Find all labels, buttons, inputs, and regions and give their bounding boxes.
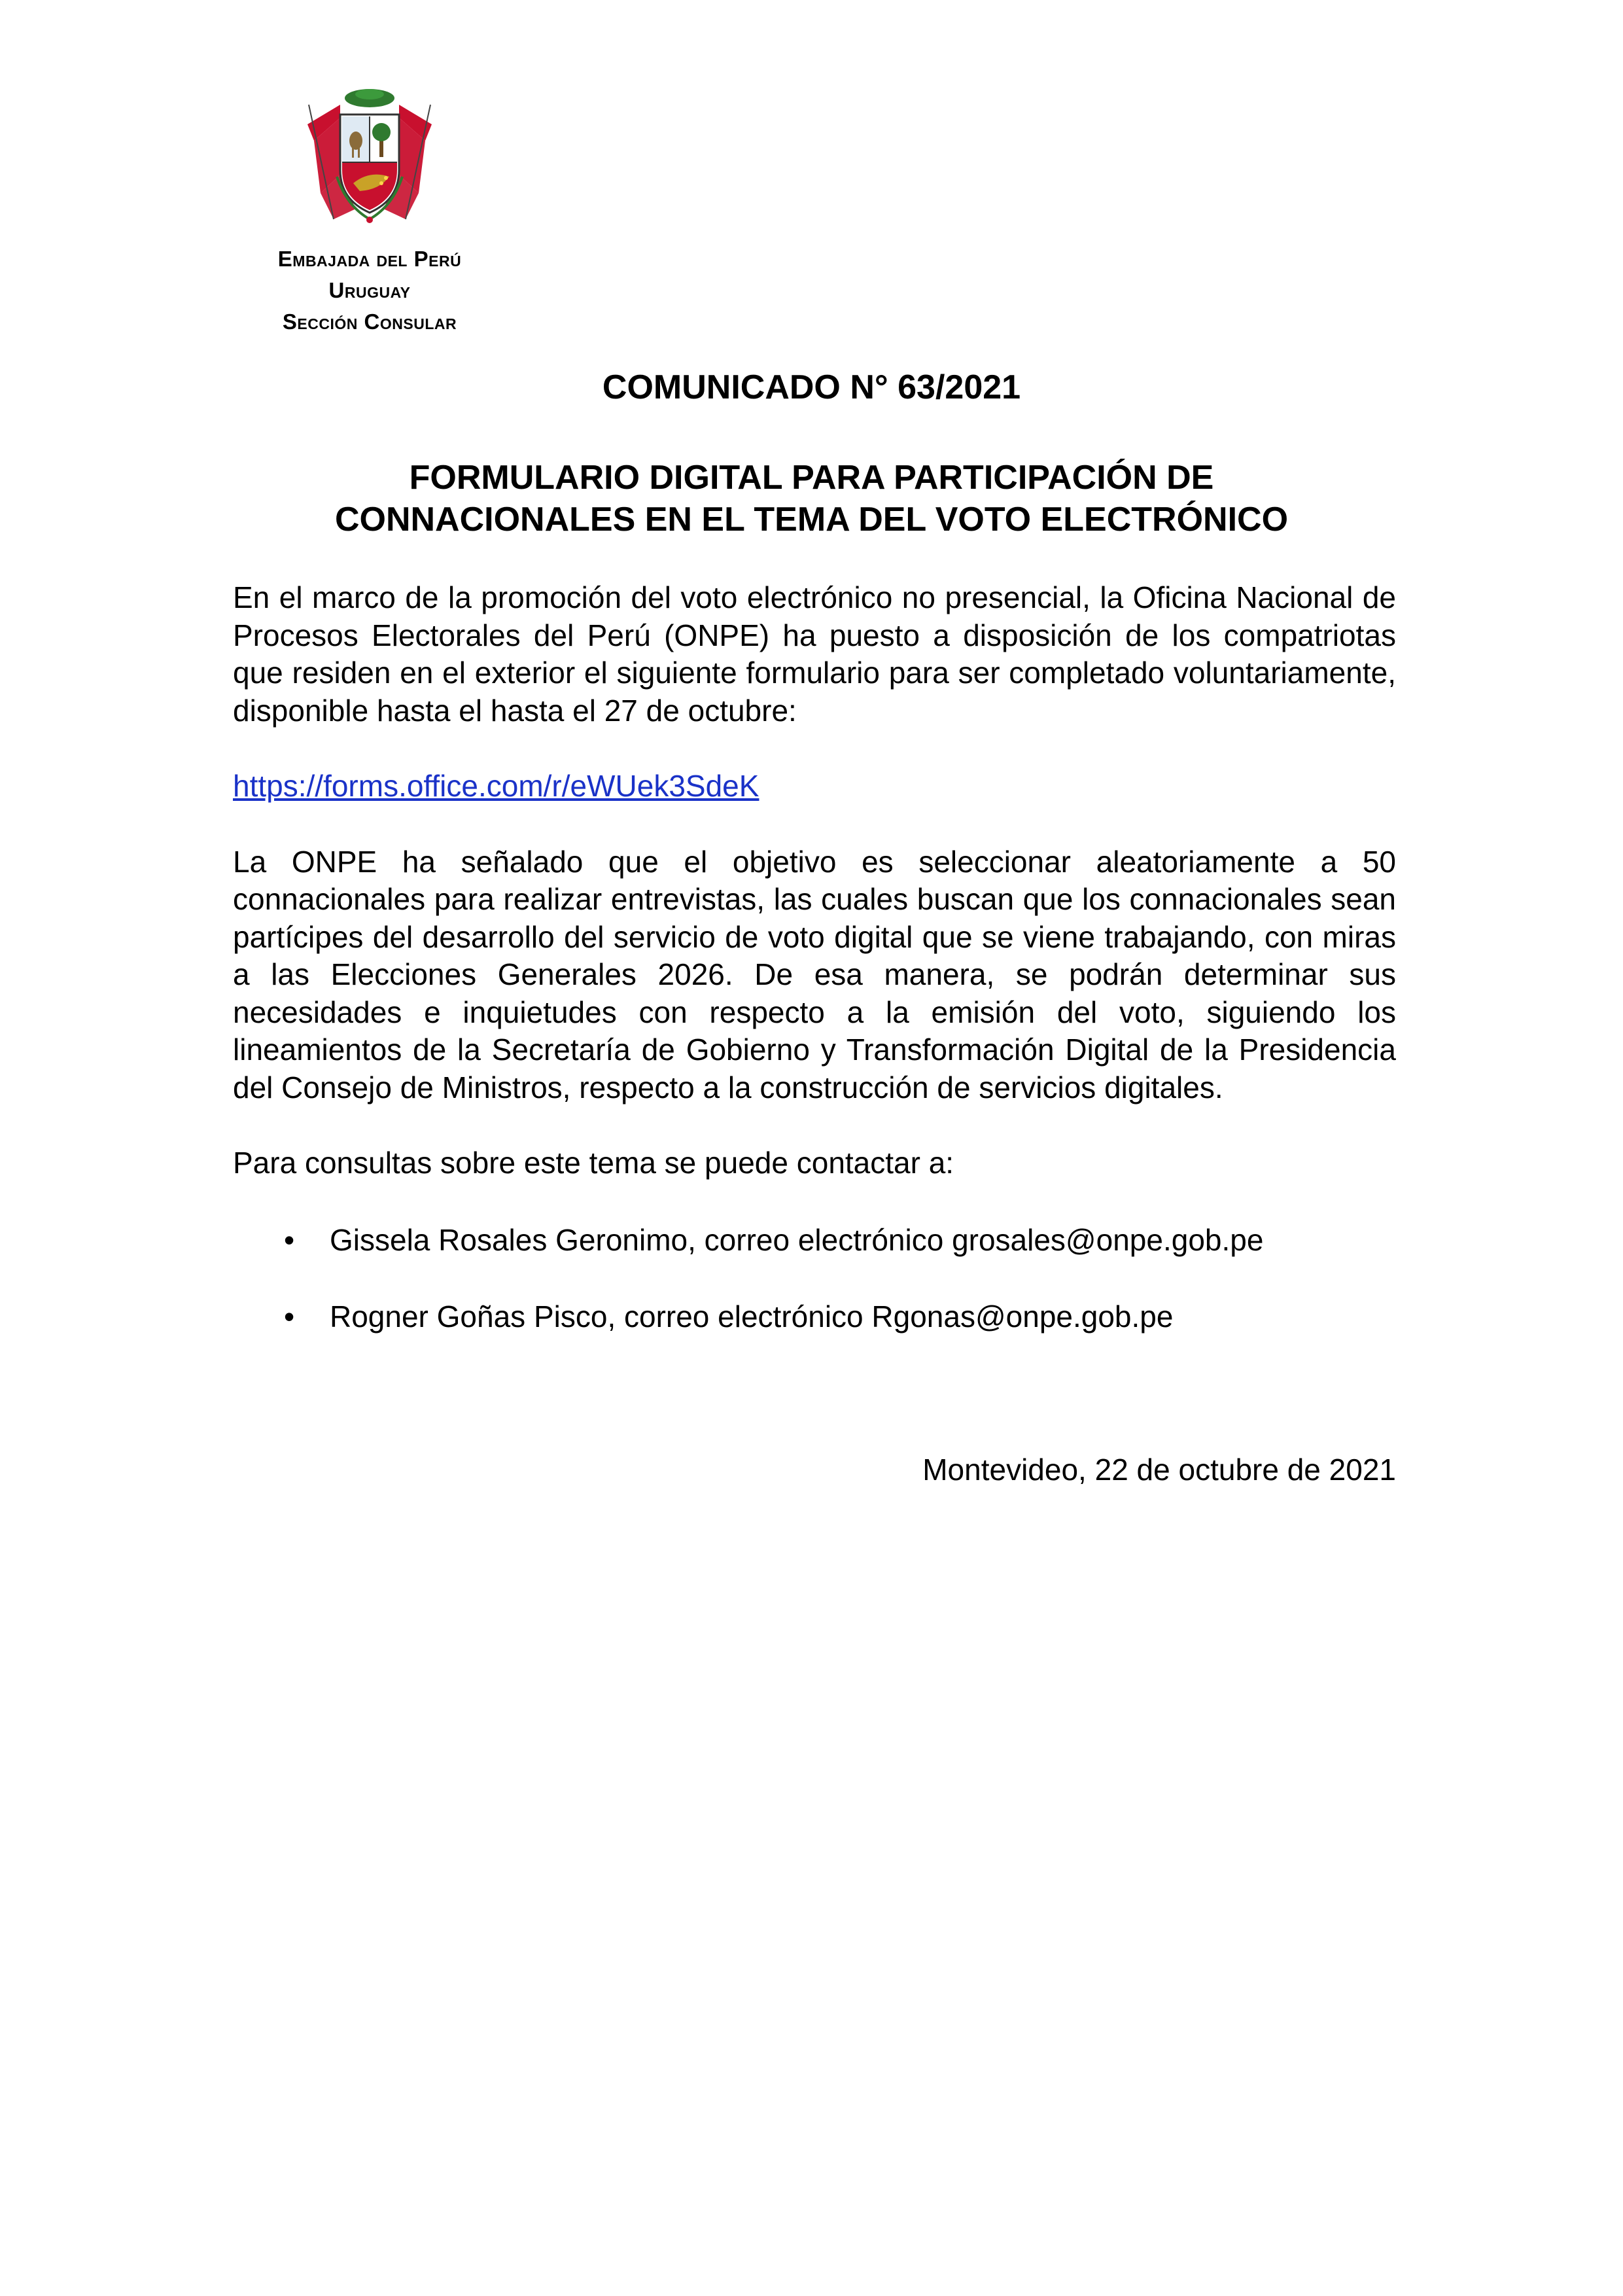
contact-text: Rogner Goñas Pisco, correo electrónico Rgonas@onpe.gob.pe (330, 1299, 1174, 1333)
contact-text: Gissela Rosales Geronimo, correo electrónico grosales@onpe.gob.pe (330, 1222, 1264, 1257)
letterhead (216, 79, 523, 338)
embassy-name: Embajada del Perú (277, 247, 462, 271)
subtitle-line-1: FORMULARIO DIGITAL PARA PARTICIPACIÓN DE (409, 459, 1214, 497)
list-item (233, 1298, 1396, 1336)
embassy-name-block (216, 243, 523, 338)
communique-subtitle (0, 457, 1623, 540)
section-name: Sección Consular (282, 309, 457, 334)
contact-intro-paragraph: Para consultas sobre este tema se puede contactar a: (233, 1146, 954, 1180)
list-item (233, 1222, 1396, 1260)
bullet-icon: • (284, 1299, 295, 1333)
country-name: Uruguay (328, 278, 411, 302)
communique-title: COMUNICADO N° 63/2021 (602, 368, 1021, 406)
peru-coat-of-arms-icon (294, 79, 445, 229)
intro-paragraph: En el marco de la promoción del voto electrónico no presencial, la Oficina Nacional de Procesos Electorales del Perú (ONPE) ha puesto a disposición de los compatriotas que residen en el exterior el siguiente formulario para ser completado voluntariamente, disponible hasta el hasta el 27 de octubre: (233, 580, 1396, 728)
contact-list (233, 1222, 1396, 1336)
place-and-date: Montevideo, 22 de octubre de 2021 (922, 1453, 1396, 1487)
objective-paragraph: La ONPE ha señalado que el objetivo es seleccionar aleatoriamente a 50 connacionales para realizar entrevistas, las cuales buscan que los connacionales sean partícipes del desarrollo del servicio de voto digital que se viene trabajando, con miras a las Elecciones Generales 2026. De esa manera, se podrán determinar sus necesidades e inquietudes con respecto a la emisión del voto, siguiendo los lineamientos de la Secretaría de Gobierno y Transformación Digital de la Presidencia del Consejo de Ministros, respecto a la construcción de servicios digitales. (233, 844, 1396, 1104)
communique-body (233, 579, 1396, 1375)
subtitle-line-2: CONNACIONALES EN EL TEMA DEL VOTO ELECTRÓNICO (334, 501, 1289, 539)
bullet-icon: • (284, 1222, 295, 1257)
form-link[interactable]: https://forms.office.com/r/eWUek3SdeK (233, 769, 759, 803)
